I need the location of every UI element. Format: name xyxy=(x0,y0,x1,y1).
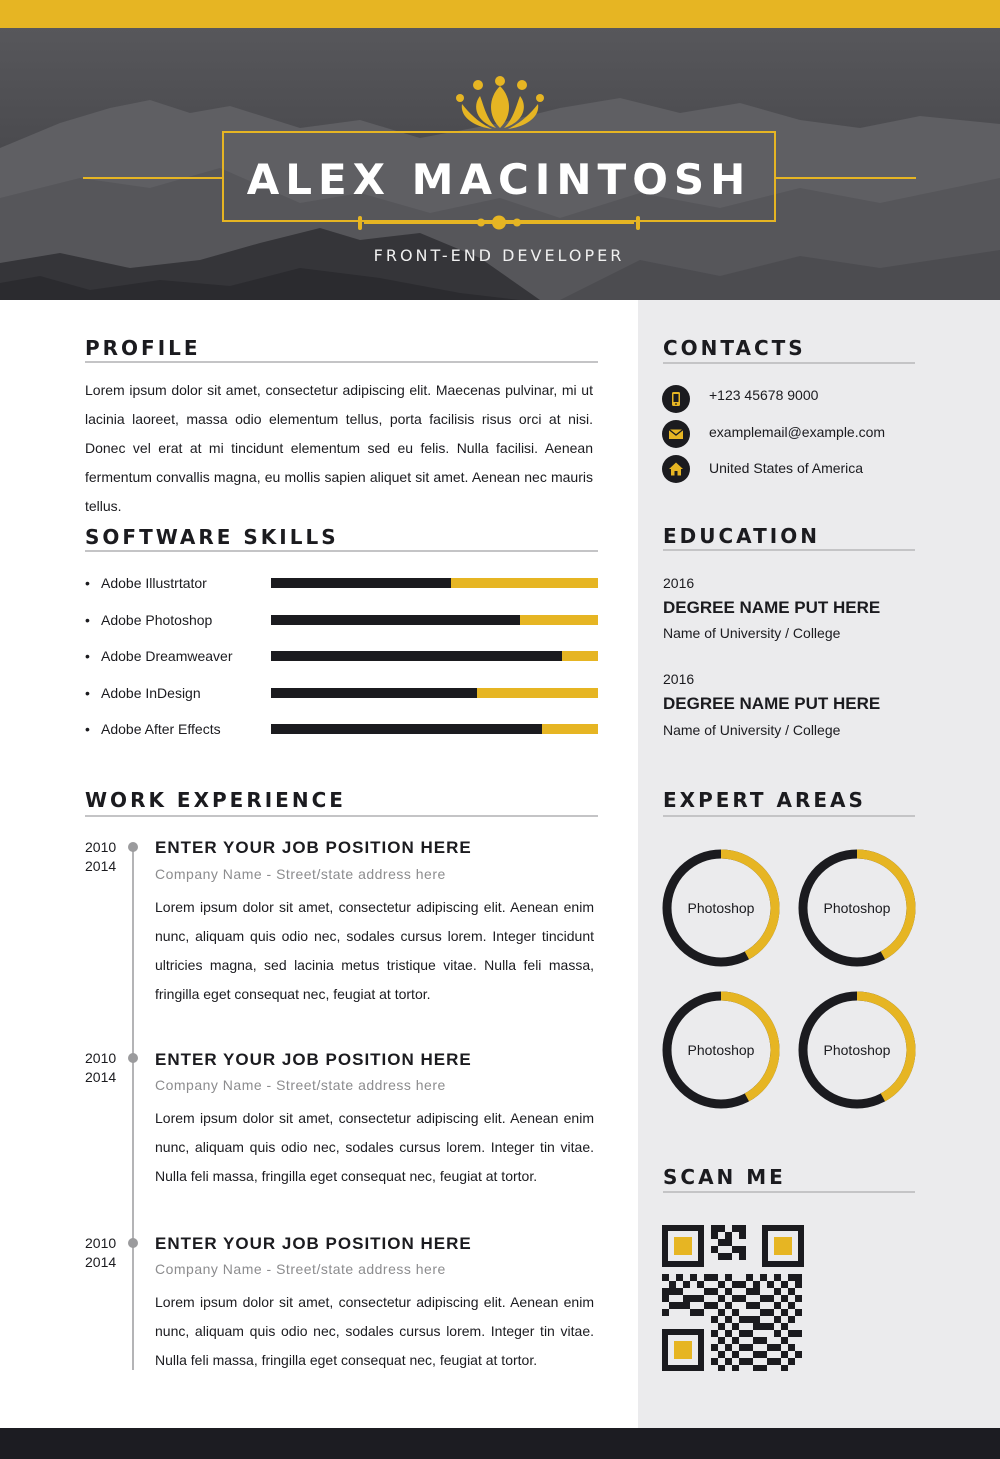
education-degree: DEGREE NAME PUT HERE xyxy=(663,694,881,713)
job-company: Company Name - Street/state address here xyxy=(155,866,446,882)
qr-module xyxy=(795,1309,802,1316)
qr-module xyxy=(760,1274,767,1281)
qr-module xyxy=(746,1344,753,1351)
job-description: Lorem ipsum dolor sit amet, consectetur adipiscing elit. Aenean enim nunc, aliquam quis odio nec, sodales cursus lorem. Integer tin vitae. Nulla feli massa, fringilla eget consequat nec, feugiat at tortor. xyxy=(155,1110,594,1184)
qr-module xyxy=(704,1302,711,1309)
skill-bar xyxy=(271,688,598,698)
qr-module xyxy=(788,1344,795,1351)
education-school: Name of University / College xyxy=(663,722,841,738)
timeline-dot xyxy=(128,1238,138,1248)
qr-module xyxy=(781,1337,788,1344)
skill-bar-fill xyxy=(271,615,520,625)
qr-module xyxy=(732,1365,739,1371)
qr-module xyxy=(676,1274,683,1281)
qr-module xyxy=(774,1316,781,1323)
bullet-icon: • xyxy=(85,685,90,701)
work-title: WORK EXPERIENCE xyxy=(85,788,346,812)
contact-email: examplemail@example.com xyxy=(709,424,886,440)
qr-module xyxy=(795,1351,802,1358)
work-start-year: 2010 xyxy=(85,1050,117,1066)
qr-module xyxy=(718,1225,725,1232)
qr-module xyxy=(795,1274,802,1281)
contact-address: United States of America xyxy=(709,460,864,476)
qr-module xyxy=(669,1281,676,1288)
qr-module xyxy=(788,1330,795,1337)
work-start-year: 2010 xyxy=(85,1235,117,1251)
header-line-left xyxy=(83,177,222,179)
qr-module xyxy=(718,1351,725,1358)
qr-module xyxy=(690,1309,697,1316)
qr-module xyxy=(739,1358,746,1365)
qr-module xyxy=(753,1337,760,1344)
qr-module xyxy=(746,1330,753,1337)
skill-name: Adobe Dreamweaver xyxy=(101,648,233,664)
qr-module xyxy=(732,1309,739,1316)
qr-module xyxy=(676,1302,683,1309)
footer-bar xyxy=(0,1428,1000,1459)
work-end-year: 2014 xyxy=(85,1069,117,1085)
qr-module xyxy=(774,1288,781,1295)
skill-bar xyxy=(271,651,598,661)
qr-module xyxy=(704,1288,711,1295)
skill-bar-fill xyxy=(271,651,562,661)
qr-module xyxy=(718,1323,725,1330)
qr-finder-center xyxy=(674,1237,692,1255)
skill-label xyxy=(85,575,207,591)
qr-module xyxy=(676,1288,683,1295)
qr-module xyxy=(662,1309,669,1316)
contacts-rule xyxy=(663,362,915,364)
qr-module xyxy=(725,1239,732,1246)
job-description: Lorem ipsum dolor sit amet, consectetur adipiscing elit. Aenean enim nunc, aliquam quis odio nec, sodales cursus lorem. Integer tin vitae. Nulla feli massa, fringilla eget consequat nec, feugiat at tortor. xyxy=(155,1294,594,1368)
scan-title: SCAN ME xyxy=(663,1165,786,1189)
qr-module xyxy=(704,1274,711,1281)
qr-module xyxy=(718,1309,725,1316)
skill-label xyxy=(85,685,201,701)
profile-title: PROFILE xyxy=(85,336,201,360)
qr-module xyxy=(662,1295,669,1302)
qr-module xyxy=(753,1316,760,1323)
qr-module xyxy=(683,1302,690,1309)
qr-module xyxy=(718,1337,725,1344)
qr-module xyxy=(697,1295,704,1302)
job-position: ENTER YOUR JOB POSITION HERE xyxy=(155,1234,472,1253)
qr-module xyxy=(669,1302,676,1309)
qr-module xyxy=(711,1302,718,1309)
qr-module xyxy=(760,1323,767,1330)
qr-module xyxy=(746,1358,753,1365)
qr-module xyxy=(739,1316,746,1323)
expert-title: EXPERT AREAS xyxy=(663,788,866,812)
mail-icon xyxy=(662,420,690,448)
expert-rule xyxy=(663,815,915,817)
job-role: FRONT-END DEVELOPER xyxy=(373,246,625,265)
work-years xyxy=(85,1049,116,1087)
ring-label: Photoshop xyxy=(823,900,891,916)
qr-module xyxy=(746,1288,753,1295)
qr-code-icon[interactable] xyxy=(662,1225,804,1371)
work-end-year: 2014 xyxy=(85,858,117,874)
home-icon xyxy=(662,455,690,483)
qr-module xyxy=(697,1281,704,1288)
qr-module xyxy=(739,1225,746,1232)
ring-label: Photoshop xyxy=(687,1042,755,1058)
qr-module xyxy=(711,1288,718,1295)
job-position: ENTER YOUR JOB POSITION HERE xyxy=(155,1050,472,1069)
profile-text: Lorem ipsum dolor sit amet, consectetur adipiscing elit. Maecenas pulvinar, mi ut lacinia laoreet, massa odio elementum tellus, porta facilisis risus orci at nisi. Donec vel erat at mi tincidunt elementum sed eu felis. Nulla facilisi. Aenean fermentum convallis magna, eu mollis sapien aliquet sit amet. Aenean nec mauris tellus. xyxy=(85,382,593,514)
qr-module xyxy=(732,1281,739,1288)
qr-module xyxy=(725,1253,732,1260)
qr-module xyxy=(774,1344,781,1351)
ring-label: Photoshop xyxy=(823,1042,891,1058)
qr-finder-center xyxy=(774,1237,792,1255)
skill-bar-fill xyxy=(271,688,477,698)
qr-module xyxy=(690,1295,697,1302)
qr-module xyxy=(690,1274,697,1281)
education-year: 2016 xyxy=(663,671,695,687)
qr-module xyxy=(739,1330,746,1337)
qr-module xyxy=(739,1295,746,1302)
qr-module xyxy=(781,1309,788,1316)
qr-module xyxy=(739,1246,746,1253)
qr-module xyxy=(746,1316,753,1323)
qr-module xyxy=(662,1274,669,1281)
scan-rule xyxy=(663,1191,915,1193)
qr-module xyxy=(753,1351,760,1358)
qr-module xyxy=(711,1246,718,1253)
header-banner xyxy=(0,28,1000,300)
qr-module xyxy=(697,1309,704,1316)
qr-module xyxy=(767,1323,774,1330)
qr-module xyxy=(732,1246,739,1253)
work-rule xyxy=(85,815,598,817)
qr-module xyxy=(767,1281,774,1288)
qr-module xyxy=(711,1232,718,1239)
skills-rule xyxy=(85,550,598,552)
profile-rule xyxy=(85,361,598,363)
qr-module xyxy=(725,1302,732,1309)
qr-module xyxy=(718,1295,725,1302)
qr-module xyxy=(725,1232,732,1239)
qr-module xyxy=(760,1309,767,1316)
contacts-title: CONTACTS xyxy=(663,336,806,360)
qr-module xyxy=(767,1309,774,1316)
skill-label xyxy=(85,648,233,664)
qr-module xyxy=(774,1358,781,1365)
qr-module xyxy=(732,1351,739,1358)
qr-module xyxy=(732,1225,739,1232)
qr-module xyxy=(760,1337,767,1344)
qr-module xyxy=(711,1274,718,1281)
qr-module xyxy=(725,1288,732,1295)
candidate-name: ALEX MACINTOSH xyxy=(246,155,752,204)
qr-module xyxy=(788,1288,795,1295)
skill-bar-fill xyxy=(271,578,451,588)
qr-module xyxy=(753,1288,760,1295)
qr-module xyxy=(795,1330,802,1337)
skill-bar-fill xyxy=(271,724,542,734)
qr-module xyxy=(767,1358,774,1365)
qr-module xyxy=(669,1288,676,1295)
job-company: Company Name - Street/state address here xyxy=(155,1261,446,1277)
qr-module xyxy=(753,1302,760,1309)
qr-module xyxy=(774,1302,781,1309)
skill-name: Adobe Photoshop xyxy=(101,612,213,628)
qr-module xyxy=(718,1253,725,1260)
skill-label xyxy=(85,721,221,737)
qr-module xyxy=(711,1344,718,1351)
skill-bar xyxy=(271,724,598,734)
qr-module xyxy=(739,1281,746,1288)
qr-module xyxy=(739,1344,746,1351)
work-start-year: 2010 xyxy=(85,839,117,855)
qr-module xyxy=(725,1344,732,1351)
qr-module xyxy=(795,1295,802,1302)
education-year: 2016 xyxy=(663,575,695,591)
job-description: Lorem ipsum dolor sit amet, consectetur adipiscing elit. Aenean enim nunc, aliquam quis odio nec, sodales cursus lorem. Integer tincidunt ultricies magna, sed lacinia metus tristique vitae. Nulla feli massa, fringilla eget consequat nec, feugiat at tortor. xyxy=(155,899,594,1002)
work-end-year: 2014 xyxy=(85,1254,117,1270)
lotus-icon xyxy=(450,76,550,132)
contact-phone: +123 45678 9000 xyxy=(709,387,819,403)
education-degree: DEGREE NAME PUT HERE xyxy=(663,598,881,617)
qr-module xyxy=(788,1302,795,1309)
job-position: ENTER YOUR JOB POSITION HERE xyxy=(155,838,472,857)
qr-module xyxy=(746,1274,753,1281)
qr-module xyxy=(760,1351,767,1358)
timeline-line xyxy=(132,848,134,1370)
qr-module xyxy=(774,1274,781,1281)
qr-module xyxy=(760,1365,767,1371)
top-accent-bar xyxy=(0,0,1000,28)
qr-module xyxy=(767,1344,774,1351)
work-years xyxy=(85,1234,116,1272)
qr-module xyxy=(788,1274,795,1281)
education-title: EDUCATION xyxy=(663,524,820,548)
bullet-icon: • xyxy=(85,575,90,591)
qr-module xyxy=(732,1337,739,1344)
timeline-dot xyxy=(128,842,138,852)
qr-module xyxy=(760,1295,767,1302)
skills-title: SOFTWARE SKILLS xyxy=(85,525,339,549)
qr-module xyxy=(781,1281,788,1288)
timeline-dot xyxy=(128,1053,138,1063)
qr-module xyxy=(711,1225,718,1232)
skill-name: Adobe Illustrtator xyxy=(101,575,207,591)
phone-icon xyxy=(662,385,690,413)
qr-module xyxy=(781,1365,788,1371)
qr-module xyxy=(725,1316,732,1323)
qr-module xyxy=(725,1274,732,1281)
qr-module xyxy=(711,1358,718,1365)
skill-name: Adobe InDesign xyxy=(101,685,201,701)
education-rule xyxy=(663,549,915,551)
qr-module xyxy=(662,1288,669,1295)
qr-module xyxy=(781,1323,788,1330)
qr-module xyxy=(753,1365,760,1371)
qr-module xyxy=(683,1295,690,1302)
qr-module xyxy=(753,1323,760,1330)
skill-bar xyxy=(271,578,598,588)
qr-module xyxy=(781,1295,788,1302)
qr-module xyxy=(732,1323,739,1330)
qr-module xyxy=(683,1281,690,1288)
job-company: Company Name - Street/state address here xyxy=(155,1077,446,1093)
qr-module xyxy=(774,1330,781,1337)
qr-module xyxy=(718,1281,725,1288)
qr-module xyxy=(753,1281,760,1288)
work-years xyxy=(85,838,116,876)
qr-module xyxy=(725,1330,732,1337)
qr-module xyxy=(725,1358,732,1365)
skill-bar xyxy=(271,615,598,625)
qr-module xyxy=(739,1253,746,1260)
qr-module xyxy=(711,1330,718,1337)
qr-module xyxy=(767,1295,774,1302)
qr-module xyxy=(718,1239,725,1246)
education-school: Name of University / College xyxy=(663,625,841,641)
skill-name: Adobe After Effects xyxy=(101,721,221,737)
ring-label: Photoshop xyxy=(687,900,755,916)
qr-finder-center xyxy=(674,1341,692,1359)
qr-module xyxy=(718,1365,725,1371)
qr-module xyxy=(788,1358,795,1365)
skill-label xyxy=(85,612,212,628)
qr-module xyxy=(746,1302,753,1309)
qr-module xyxy=(795,1281,802,1288)
qr-module xyxy=(788,1316,795,1323)
bullet-icon: • xyxy=(85,612,90,628)
qr-module xyxy=(739,1232,746,1239)
ornament-divider xyxy=(356,212,642,234)
qr-module xyxy=(781,1351,788,1358)
header-line-right xyxy=(776,177,916,179)
qr-module xyxy=(711,1316,718,1323)
bullet-icon: • xyxy=(85,648,90,664)
qr-module xyxy=(732,1295,739,1302)
bullet-icon: • xyxy=(85,721,90,737)
